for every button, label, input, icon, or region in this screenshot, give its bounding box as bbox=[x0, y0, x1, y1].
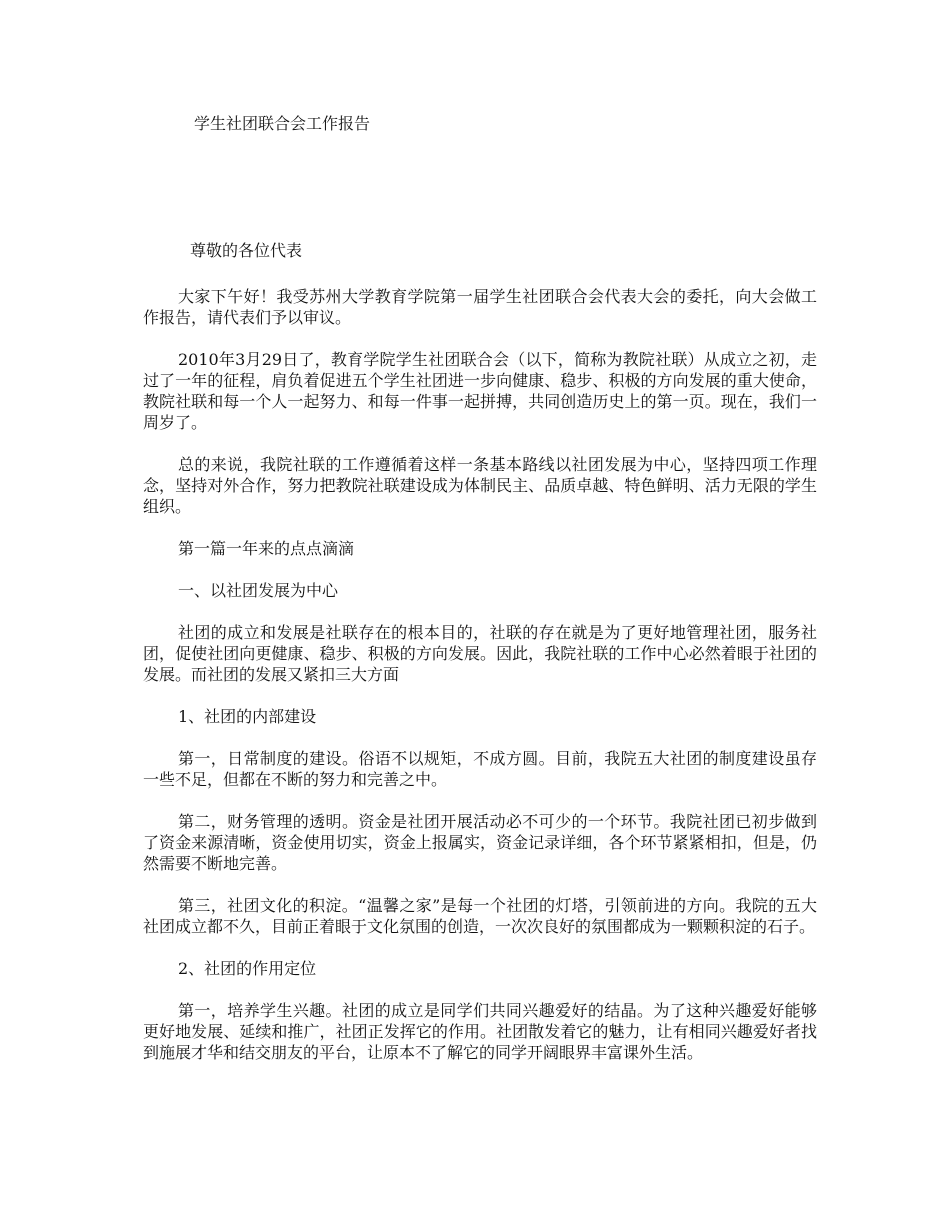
document-body bbox=[143, 286, 817, 1084]
paragraph-interests: 第一，培养学生兴趣。社团的成立是同学们共同兴趣爱好的结晶。为了这种兴趣爱好能够更好地发展、延续和推广，社团正发挥它的作用。社团散发着它的魅力，让有相同兴趣爱好者找到施展才华和结交朋友的平台，让原本不了解它的同学开阔眼界丰富课外生活。 bbox=[143, 1001, 817, 1062]
heading-role-positioning: 2、社团的作用定位 bbox=[178, 959, 317, 978]
paragraph-anniversary: 2010年3月29日了，教育学院学生社团联合会（以下，简称为教院社联）从成立之初，走过了一年的征程，肩负着促进五个学生社团进一步向健康、稳步、积极的方向发展的重大使命，教院社联和每一个人一起努力、和每一件事一起拼搏，共同创造历史上的第一页。现在，我们一周岁了。 bbox=[143, 350, 817, 432]
paragraph-finance: 第二，财务管理的透明。资金是社团开展活动必不可少的一个环节。我院社团已初步做到了资金来源清晰，资金使用切实，资金上报属实，资金记录详细，各个环节紧紧相扣，但是，仍然需要不断地完善。 bbox=[143, 812, 817, 873]
heading-section-one: 一、以社团发展为中心 bbox=[178, 581, 339, 600]
paragraph-greeting: 大家下午好！我受苏州大学教育学院第一届学生社团联合会代表大会的委托，向大会做工作报告，请代表们予以审议。 bbox=[143, 287, 817, 327]
paragraph-summary: 总的来说，我院社联的工作遵循着这样一条基本路线以社团发展为中心，坚持四项工作理念，坚持对外合作，努力把教院社联建设成为体制民主、品质卓越、特色鲜明、活力无限的学生组织。 bbox=[143, 455, 817, 516]
paragraph-rules: 第一，日常制度的建设。俗语不以规矩，不成方圆。目前，我院五大社团的制度建设虽存一些不足，但都在不断的努力和完善之中。 bbox=[143, 749, 817, 789]
paragraph-culture: 第三，社团文化的积淀。“温馨之家”是每一个社团的灯塔，引领前进的方向。我院的五大社团成立都不久，目前正着眼于文化氛围的创造，一次次良好的氛围都成为一颗颗积淀的石子。 bbox=[143, 896, 817, 936]
paragraph-purpose: 社团的成立和发展是社联存在的根本目的，社联的存在就是为了更好地管理社团，服务社团，促使社团向更健康、稳步、积极的方向发展。因此，我院社联的工作中心必然着眼于社团的发展。而社团的发展又紧扣三大方面 bbox=[143, 623, 817, 684]
salutation: 尊敬的各位代表 bbox=[190, 241, 303, 260]
document-title: 学生社团联合会工作报告 bbox=[194, 114, 371, 133]
heading-internal-building: 1、社团的内部建设 bbox=[178, 707, 317, 726]
heading-part-one: 第一篇一年来的点点滴滴 bbox=[178, 539, 355, 558]
